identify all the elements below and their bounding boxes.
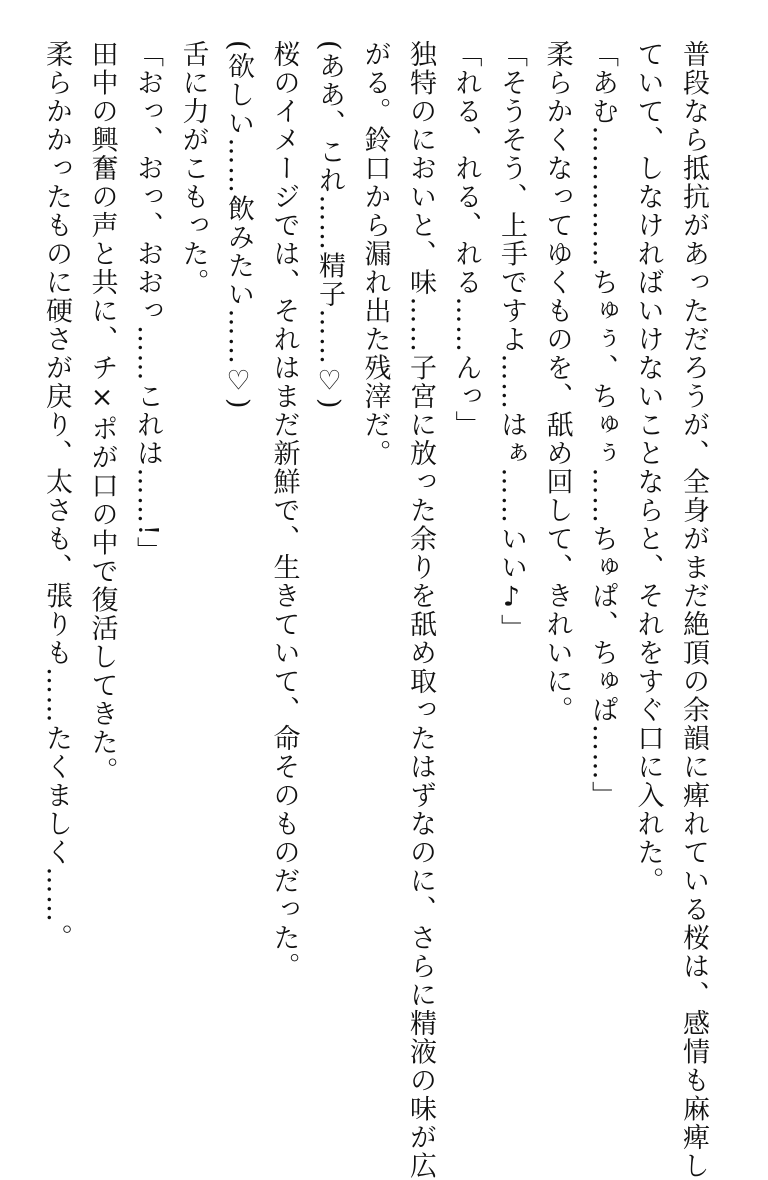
text-line: 田中の興奮の声と共に、チ×ポが口の中で復活してきた。	[86, 40, 118, 785]
text-line: 柔らかくなってゆくものを、舐め回して、きれいに。	[541, 40, 573, 724]
vertical-text-body	[34, 40, 717, 1180]
text-line: 「そうそう、上手ですよ……はぁ……いい♪」	[496, 40, 527, 643]
text-line: (欲しい……飲みたい……♡)	[223, 40, 254, 411]
text-line: 桜のイメージでは、それはまだ新鮮で、生きていて、命そのものだった。	[268, 40, 300, 981]
text-line: 「あむ……………ちゅぅ、ちゅぅ……ちゅぱ、ちゅぱ……」	[587, 40, 618, 810]
text-line: 柔らかかったものに硬さが戻り、太さも、張りも……たくましく……。	[41, 40, 72, 952]
text-line: ていて、しなければいけないことならと、それをすぐ口に入れた。	[632, 40, 664, 895]
text-line: (ああ、これ……精子……♡)	[314, 40, 345, 411]
text-line: 「れる、れる、れる……んっ」	[450, 40, 482, 439]
text-line: 「おっ、おっ、おおっ……これは……!」	[132, 40, 163, 566]
text-line: 普段なら抵抗があっただろうが、全身がまだ絶頂の余韻に痺れている桜は、感情も麻痺し	[678, 40, 709, 1180]
text-line: 舌に力がこもった。	[177, 40, 209, 297]
text-line: 独特のにおいと、味……子宮に放った余りを舐め取ったはずなのに、さらに精液の味が広	[405, 40, 436, 1180]
text-line: がる。鈴口から漏れ出た残滓だ。	[359, 40, 391, 468]
